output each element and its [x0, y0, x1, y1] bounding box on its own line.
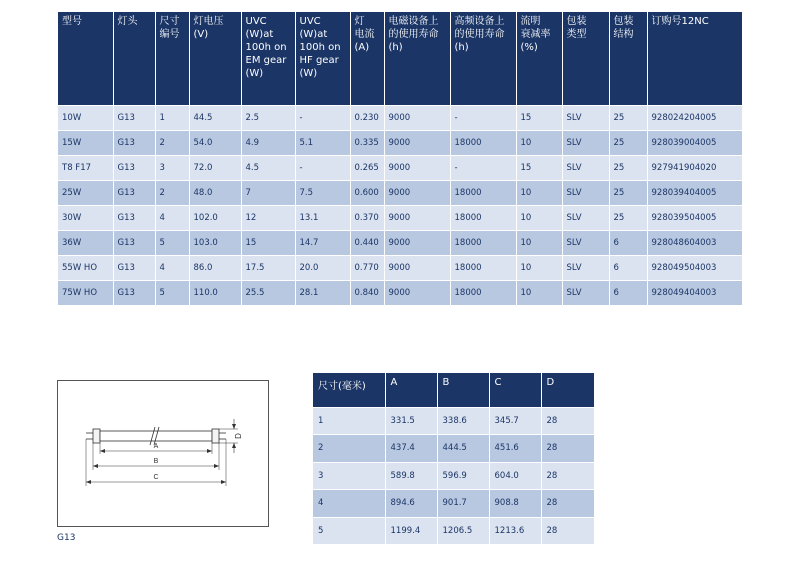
table-cell: 18000 — [450, 255, 516, 280]
table-cell: T8 F17 — [58, 155, 113, 180]
table-cell: 0.335 — [350, 130, 384, 155]
table-cell: 451.6 — [489, 435, 541, 463]
table-cell: 10 — [516, 280, 562, 305]
dim-label-b: B — [153, 458, 159, 465]
table-cell: 5 — [155, 280, 189, 305]
lamp-dimension-diagram — [57, 380, 269, 527]
table-cell: 48.0 — [189, 180, 241, 205]
table-cell: 338.6 — [437, 407, 489, 435]
table-cell: G13 — [113, 130, 155, 155]
table-cell: 928049504003 — [647, 255, 742, 280]
table-cell: 25.5 — [241, 280, 295, 305]
table-cell: 6 — [609, 255, 647, 280]
table-cell: 28 — [541, 462, 594, 490]
table-cell: - — [450, 105, 516, 130]
table-cell: 927941904020 — [647, 155, 742, 180]
table-cell: SLV — [562, 155, 609, 180]
table-cell: 0.440 — [350, 230, 384, 255]
table-row — [58, 180, 742, 205]
table-cell: 28 — [541, 407, 594, 435]
table-cell: 54.0 — [189, 130, 241, 155]
lamp-spec-table — [58, 12, 742, 305]
table-cell: 25 — [609, 105, 647, 130]
table-cell: 7.5 — [295, 180, 350, 205]
table-cell: SLV — [562, 280, 609, 305]
table-cell: 25 — [609, 155, 647, 180]
table-cell: 7 — [241, 180, 295, 205]
table-cell: 15 — [516, 105, 562, 130]
table-row — [58, 280, 742, 305]
table-row — [313, 490, 594, 518]
table-cell: 345.7 — [489, 407, 541, 435]
table-cell: 28 — [541, 435, 594, 463]
table-cell: 36W — [58, 230, 113, 255]
left-cap — [93, 429, 100, 443]
table-cell: 9000 — [384, 105, 450, 130]
table-cell: 604.0 — [489, 462, 541, 490]
tube-drawing — [58, 381, 268, 526]
table-row — [313, 517, 594, 544]
column-header: UVC (W)at 100h on HF gear (W) — [295, 12, 350, 105]
table-cell: 10W — [58, 105, 113, 130]
table-cell: 25W — [58, 180, 113, 205]
table-cell: 444.5 — [437, 435, 489, 463]
dim-label-a: A — [153, 443, 159, 450]
table-row — [313, 462, 594, 490]
column-header: 订购号12NC — [647, 12, 742, 105]
table-cell: SLV — [562, 130, 609, 155]
table-cell: 9000 — [384, 180, 450, 205]
table-cell: 25 — [609, 205, 647, 230]
table-cell: 102.0 — [189, 205, 241, 230]
table-cell: 103.0 — [189, 230, 241, 255]
table-cell: 2.5 — [241, 105, 295, 130]
table-cell: G13 — [113, 180, 155, 205]
table-row — [58, 105, 742, 130]
table-cell: 9000 — [384, 130, 450, 155]
table-cell: 0.265 — [350, 155, 384, 180]
table-cell: 2 — [155, 180, 189, 205]
table-cell: 901.7 — [437, 490, 489, 518]
column-header: 包装 结构 — [609, 12, 647, 105]
table-cell: 4 — [313, 490, 385, 518]
table-cell: 928048604003 — [647, 230, 742, 255]
table-cell: 6 — [609, 230, 647, 255]
table-cell: - — [295, 105, 350, 130]
table-cell: 25 — [609, 180, 647, 205]
table-cell: 4.5 — [241, 155, 295, 180]
column-header: 型号 — [58, 12, 113, 105]
table-cell: G13 — [113, 230, 155, 255]
table-cell: 589.8 — [385, 462, 437, 490]
table-cell: 5 — [155, 230, 189, 255]
table-cell: 10 — [516, 180, 562, 205]
table-cell: - — [450, 155, 516, 180]
table-cell: 5 — [313, 517, 385, 544]
table-cell: 928039404005 — [647, 180, 742, 205]
table-cell: 894.6 — [385, 490, 437, 518]
column-header: 高频设备上 的使用寿命 (h) — [450, 12, 516, 105]
table-cell: G13 — [113, 280, 155, 305]
table-cell: 9000 — [384, 155, 450, 180]
right-cap — [212, 429, 219, 443]
table-cell: 17.5 — [241, 255, 295, 280]
table-row — [58, 230, 742, 255]
table-cell: 110.0 — [189, 280, 241, 305]
table-cell: 18000 — [450, 180, 516, 205]
table-row — [58, 130, 742, 155]
table-cell: 10 — [516, 130, 562, 155]
table-cell: 28 — [541, 517, 594, 544]
table-cell: G13 — [113, 155, 155, 180]
table-cell: 4.9 — [241, 130, 295, 155]
table-cell: 20.0 — [295, 255, 350, 280]
table-cell: 10 — [516, 255, 562, 280]
table-cell: G13 — [113, 205, 155, 230]
dimension-table — [313, 373, 594, 544]
column-header: 尺寸 编号 — [155, 12, 189, 105]
table-row — [58, 155, 742, 180]
column-header: 电磁设备上 的使用寿命 (h) — [384, 12, 450, 105]
table-row — [58, 205, 742, 230]
column-header: D — [541, 373, 594, 407]
table-cell: 18000 — [450, 230, 516, 255]
table-cell: 28 — [541, 490, 594, 518]
table-cell: 9000 — [384, 280, 450, 305]
table-cell: 1199.4 — [385, 517, 437, 544]
tube-body — [100, 431, 212, 441]
table-cell: 9000 — [384, 230, 450, 255]
table-cell: 28.1 — [295, 280, 350, 305]
table-cell: G13 — [113, 255, 155, 280]
table-cell: 4 — [155, 205, 189, 230]
dim-label-c: C — [153, 474, 159, 481]
table-cell: 72.0 — [189, 155, 241, 180]
table-cell: SLV — [562, 105, 609, 130]
table-cell: 3 — [155, 155, 189, 180]
table-cell: 1206.5 — [437, 517, 489, 544]
table-cell: 331.5 — [385, 407, 437, 435]
column-header: C — [489, 373, 541, 407]
table-cell: - — [295, 155, 350, 180]
table-cell: 5.1 — [295, 130, 350, 155]
table-cell: 0.230 — [350, 105, 384, 130]
table-cell: 86.0 — [189, 255, 241, 280]
column-header: 流明 衰减率 (%) — [516, 12, 562, 105]
dim-label-d: D — [234, 433, 243, 439]
table-cell: 18000 — [450, 130, 516, 155]
table-cell: 10 — [516, 230, 562, 255]
table-cell: 15W — [58, 130, 113, 155]
column-header: 包装 类型 — [562, 12, 609, 105]
table-cell: 44.5 — [189, 105, 241, 130]
column-header: 灯电压 (V) — [189, 12, 241, 105]
table-cell: 4 — [155, 255, 189, 280]
table-header-row — [313, 373, 594, 407]
table-cell: 0.770 — [350, 255, 384, 280]
table-cell: 15 — [241, 230, 295, 255]
table-cell: 0.370 — [350, 205, 384, 230]
column-header: 灯 电流 (A) — [350, 12, 384, 105]
table-cell: 928049404003 — [647, 280, 742, 305]
table-cell: 437.4 — [385, 435, 437, 463]
column-header: UVC (W)at 100h on EM gear (W) — [241, 12, 295, 105]
table-cell: 25 — [609, 130, 647, 155]
table-cell: 596.9 — [437, 462, 489, 490]
diagram-caption: G13 — [57, 533, 76, 543]
table-row — [58, 255, 742, 280]
table-cell: 15 — [516, 155, 562, 180]
table-cell: 75W HO — [58, 280, 113, 305]
table-cell: 10 — [516, 205, 562, 230]
table-header-row — [58, 12, 742, 105]
table-cell: 30W — [58, 205, 113, 230]
table-cell: 13.1 — [295, 205, 350, 230]
table-cell: 2 — [155, 130, 189, 155]
table-cell: 0.840 — [350, 280, 384, 305]
table-cell: 9000 — [384, 255, 450, 280]
table-cell: 6 — [609, 280, 647, 305]
table-cell: 9000 — [384, 205, 450, 230]
table-cell: 1 — [155, 105, 189, 130]
table-cell: 0.600 — [350, 180, 384, 205]
table-cell: 12 — [241, 205, 295, 230]
table-cell: 18000 — [450, 205, 516, 230]
table-cell: 2 — [313, 435, 385, 463]
column-header: A — [385, 373, 437, 407]
table-cell: 18000 — [450, 280, 516, 305]
table-cell: SLV — [562, 180, 609, 205]
column-header: 灯头 — [113, 12, 155, 105]
table-cell: 14.7 — [295, 230, 350, 255]
table-cell: 928024204005 — [647, 105, 742, 130]
table-row — [313, 407, 594, 435]
table-cell: 3 — [313, 462, 385, 490]
table-cell: 908.8 — [489, 490, 541, 518]
column-header: 尺寸(毫米) — [313, 373, 385, 407]
table-cell: G13 — [113, 105, 155, 130]
table-cell: SLV — [562, 255, 609, 280]
table-cell: 1213.6 — [489, 517, 541, 544]
table-cell: SLV — [562, 230, 609, 255]
table-cell: 928039004005 — [647, 130, 742, 155]
column-header: B — [437, 373, 489, 407]
table-cell: SLV — [562, 205, 609, 230]
table-cell: 55W HO — [58, 255, 113, 280]
table-cell: 1 — [313, 407, 385, 435]
table-cell: 928039504005 — [647, 205, 742, 230]
table-row — [313, 435, 594, 463]
